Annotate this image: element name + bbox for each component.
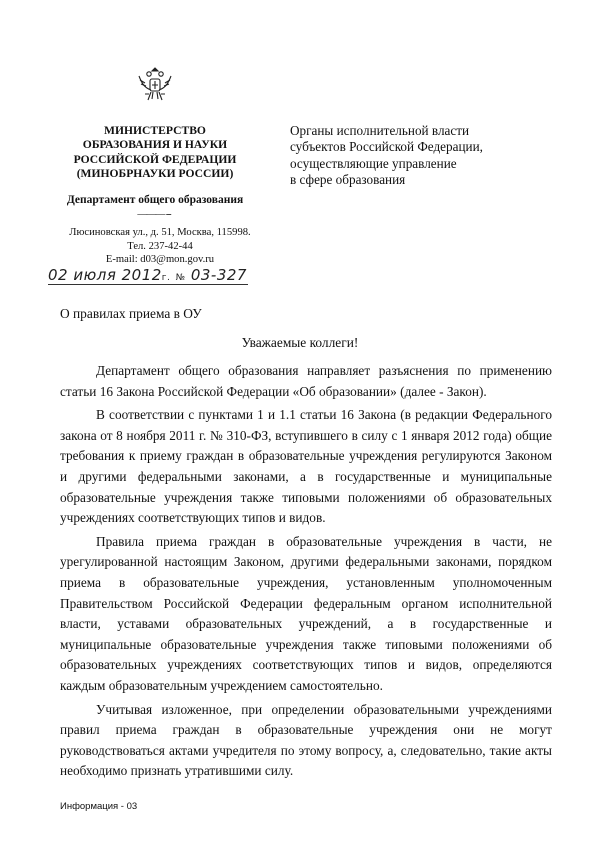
recipient-line: осуществляющие управление [290, 155, 457, 171]
separator-line: ——— -- [137, 209, 171, 220]
ministry-line: МИНИСТЕРСТВО [104, 124, 206, 137]
body-paragraph: Учитывая изложенное, при определении образовательными учреждениями правил приема граждан в образовательные учреждения они не могут руководствоваться актами учредителя по этому вопросу, а, следовательно, такие акты необходимо признать утратившими силу. [60, 701, 552, 779]
footer-info: Информация - 03 [60, 801, 138, 812]
ministry-line: РОССИЙСКОЙ ФЕДЕРАЦИИ [73, 152, 237, 166]
letter-body [60, 361, 552, 785]
address-block [60, 226, 260, 267]
date-underline [48, 284, 248, 285]
number-label: № [175, 273, 186, 283]
date-suffix: г. [161, 273, 171, 283]
handwritten-number: 03-327 [190, 266, 247, 284]
ministry-name [60, 124, 250, 181]
body-paragraph: Правила приема граждан в образовательные учреждения в части, не урегулированной настоящим Законом, другими федеральными законами, порядком приема в образовательные учреждения, установленным уполномоченным Правительством Российской Федерации федеральным органом исполнительной власти, уставами образовательных учреждений, а в государственные и муниципальные образовательные учреждения также типовыми положениями об образовательных учреждениях соответствующих типов и видов, определяются каждым образовательным учреждением самостоятельно. [60, 533, 552, 693]
document-date-number [48, 266, 247, 284]
body-paragraph: В соответствии с пунктами 1 и 1.1 статьи 16 Закона (в редакции Федерального закона от 8 ноября 2011 г. № 310-ФЗ, вступившего в силу с 1 января 2012 года) общие требования к приему граждан в образовательные учреждения регулируются Законом и другими федеральными законами, а в государственные и муниципальные образовательные учреждения также типовыми положениями об образовательных учреждениях соответствующих типов и видов. [60, 407, 552, 526]
ministry-line: ОБРАЗОВАНИЯ И НАУКИ [82, 138, 228, 152]
body-paragraph: Департамент общего образования направляет разъяснения по применению статьи 16 Закона Российской Федерации «Об образовании» (далее - Закон). [60, 363, 552, 399]
address-line: Люсиновская ул., д. 51, Москва, 115998. [69, 227, 251, 238]
subject-line: О правилах приема в ОУ [60, 306, 202, 321]
coat-of-arms-icon [133, 62, 177, 106]
recipient-line: субъектов Российской Федерации, [290, 139, 483, 155]
recipient-line: Органы исполнительной власти [290, 123, 470, 138]
recipient-block [290, 123, 550, 188]
phone-line: Тел. 237-42-44 [127, 240, 193, 252]
greeting: Уважаемые коллеги! [241, 335, 359, 350]
handwritten-date: 02 июля 2012 [48, 266, 162, 284]
ministry-line: (МИНОБРНАУКИ РОССИИ) [76, 166, 234, 180]
department-name: Департамент общего образования [66, 194, 244, 206]
email-line: E-mail: d03@mon.gov.ru [105, 254, 215, 266]
recipient-line: в сфере образования [290, 171, 406, 187]
